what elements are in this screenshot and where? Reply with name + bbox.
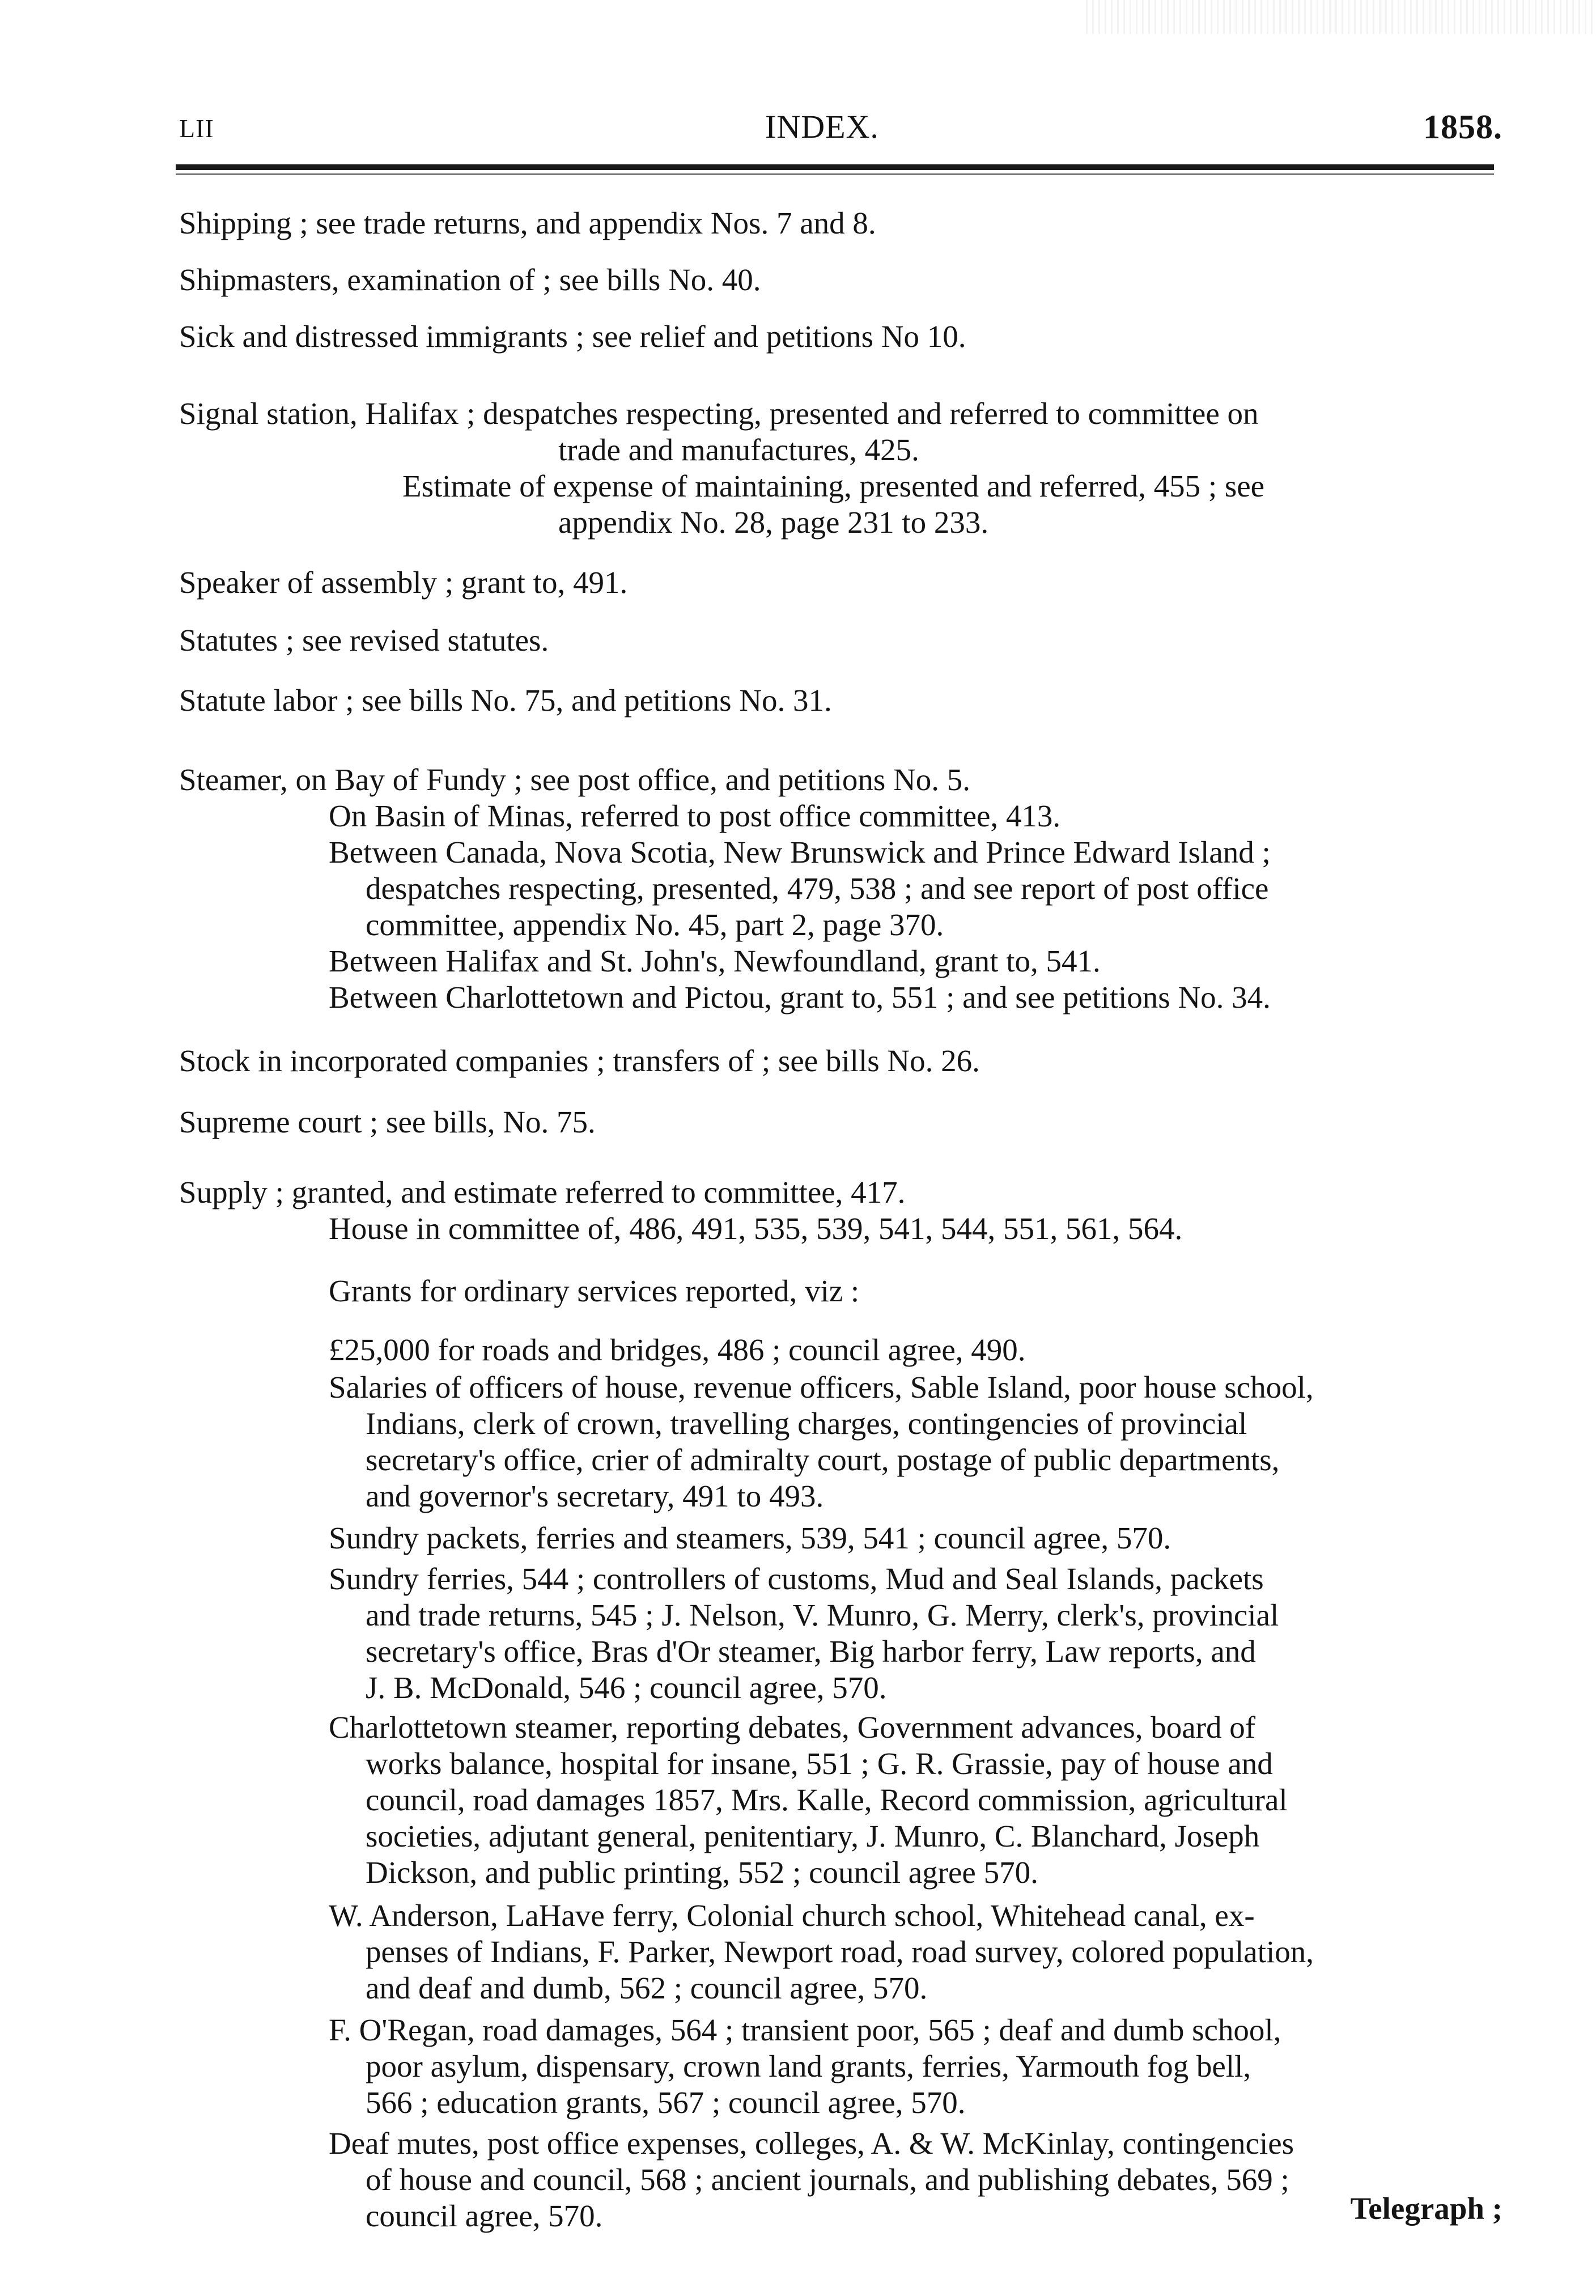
index-entry: J. B. McDonald, 546 ; council agree, 570.	[366, 1670, 887, 1705]
header-rule-thin	[176, 173, 1494, 175]
index-entry: Sundry ferries, 544 ; controllers of customs, Mud and Seal Islands, packets	[329, 1561, 1264, 1596]
index-entry: penses of Indians, F. Parker, Newport road, road survey, colored population,	[366, 1934, 1314, 1969]
index-entry: On Basin of Minas, referred to post office committee, 413.	[329, 799, 1061, 833]
index-entry: Between Charlottetown and Pictou, grant to, 551 ; and see petitions No. 34.	[329, 980, 1271, 1015]
index-entry: council agree, 570.	[366, 2199, 603, 2233]
index-entry: of house and council, 568 ; ancient journals, and publishing debates, 569 ;	[366, 2162, 1289, 2197]
index-entry: Signal station, Halifax ; despatches respecting, presented and referred to committee on	[179, 396, 1259, 431]
page-title: INDEX.	[765, 108, 879, 145]
index-entry: and trade returns, 545 ; J. Nelson, V. Munro, G. Merry, clerk's, provincial	[366, 1598, 1279, 1632]
index-entry: Shipping ; see trade returns, and appendix Nos. 7 and 8.	[179, 206, 876, 240]
index-entry: works balance, hospital for insane, 551 ; G. R. Grassie, pay of house and	[366, 1746, 1273, 1781]
index-entry: secretary's office, crier of admiralty court, postage of public departments,	[366, 1442, 1280, 1477]
index-entry: trade and manufactures, 425.	[558, 432, 919, 467]
index-entry: F. O'Regan, road damages, 564 ; transient poor, 565 ; deaf and dumb school,	[329, 2013, 1281, 2047]
index-entry: committee, appendix No. 45, part 2, page 370.	[366, 907, 944, 942]
catchword: Telegraph ;	[1350, 2191, 1502, 2226]
index-entry: Indians, clerk of crown, travelling charges, contingencies of provincial	[366, 1406, 1247, 1441]
index-entry: despatches respecting, presented, 479, 538 ; and see report of post office	[366, 871, 1269, 906]
index-entry: secretary's office, Bras d'Or steamer, Big harbor ferry, Law reports, and	[366, 1634, 1256, 1669]
index-entry: £25,000 for roads and bridges, 486 ; council agree, 490.	[329, 1332, 1026, 1367]
index-entry: and deaf and dumb, 562 ; council agree, 570.	[366, 1971, 928, 2005]
index-entry: Speaker of assembly ; grant to, 491.	[179, 565, 628, 600]
index-entry: Shipmasters, examination of ; see bills No. 40.	[179, 262, 761, 297]
header-rule	[176, 164, 1494, 170]
index-entry: societies, adjutant general, penitentiary, J. Munro, C. Blanchard, Joseph	[366, 1819, 1260, 1853]
index-entry: Salaries of officers of house, revenue officers, Sable Island, poor house school,	[329, 1370, 1314, 1404]
index-entry: Supreme court ; see bills, No. 75.	[179, 1105, 596, 1139]
index-entry: Steamer, on Bay of Fundy ; see post office, and petitions No. 5.	[179, 762, 971, 797]
index-entry: appendix No. 28, page 231 to 233.	[558, 505, 989, 540]
index-entry: Sundry packets, ferries and steamers, 539, 541 ; council agree, 570.	[329, 1521, 1171, 1555]
index-entry: Stock in incorporated companies ; transfers of ; see bills No. 26.	[179, 1043, 980, 1078]
index-entry: Supply ; granted, and estimate referred to committee, 417.	[179, 1175, 906, 1209]
page-number: LII	[179, 114, 214, 143]
index-entry: Sick and distressed immigrants ; see relief and petitions No 10.	[179, 319, 966, 354]
page-year: 1858.	[1423, 108, 1502, 146]
index-entry: Between Halifax and St. John's, Newfoundland, grant to, 541.	[329, 944, 1101, 978]
index-entry: Estimate of expense of maintaining, presented and referred, 455 ; see	[402, 469, 1265, 503]
index-entry: W. Anderson, LaHave ferry, Colonial church school, Whitehead canal, ex-	[329, 1898, 1255, 1933]
index-entry: Statute labor ; see bills No. 75, and petitions No. 31.	[179, 683, 832, 718]
index-entry: Dickson, and public printing, 552 ; council agree 570.	[366, 1855, 1038, 1890]
index-entry: poor asylum, dispensary, crown land grants, ferries, Yarmouth fog bell,	[366, 2049, 1251, 2083]
index-entry: House in committee of, 486, 491, 535, 539, 541, 544, 551, 561, 564.	[329, 1211, 1183, 1246]
index-entry: Grants for ordinary services reported, viz :	[329, 1274, 860, 1308]
index-entry: Deaf mutes, post office expenses, colleges, A. & W. McKinlay, contingencies	[329, 2126, 1294, 2161]
index-entry: and governor's secretary, 491 to 493.	[366, 1479, 824, 1513]
index-entry: Charlottetown steamer, reporting debates, Government advances, board of	[329, 1710, 1256, 1745]
index-entry: Between Canada, Nova Scotia, New Brunswick and Prince Edward Island ;	[329, 835, 1271, 869]
scan-noise	[1086, 0, 1596, 34]
index-entry: 566 ; education grants, 567 ; council agree, 570.	[366, 2085, 966, 2120]
index-entry: Statutes ; see revised statutes.	[179, 623, 549, 657]
index-entry: council, road damages 1857, Mrs. Kalle, Record commission, agricultural	[366, 1783, 1288, 1817]
